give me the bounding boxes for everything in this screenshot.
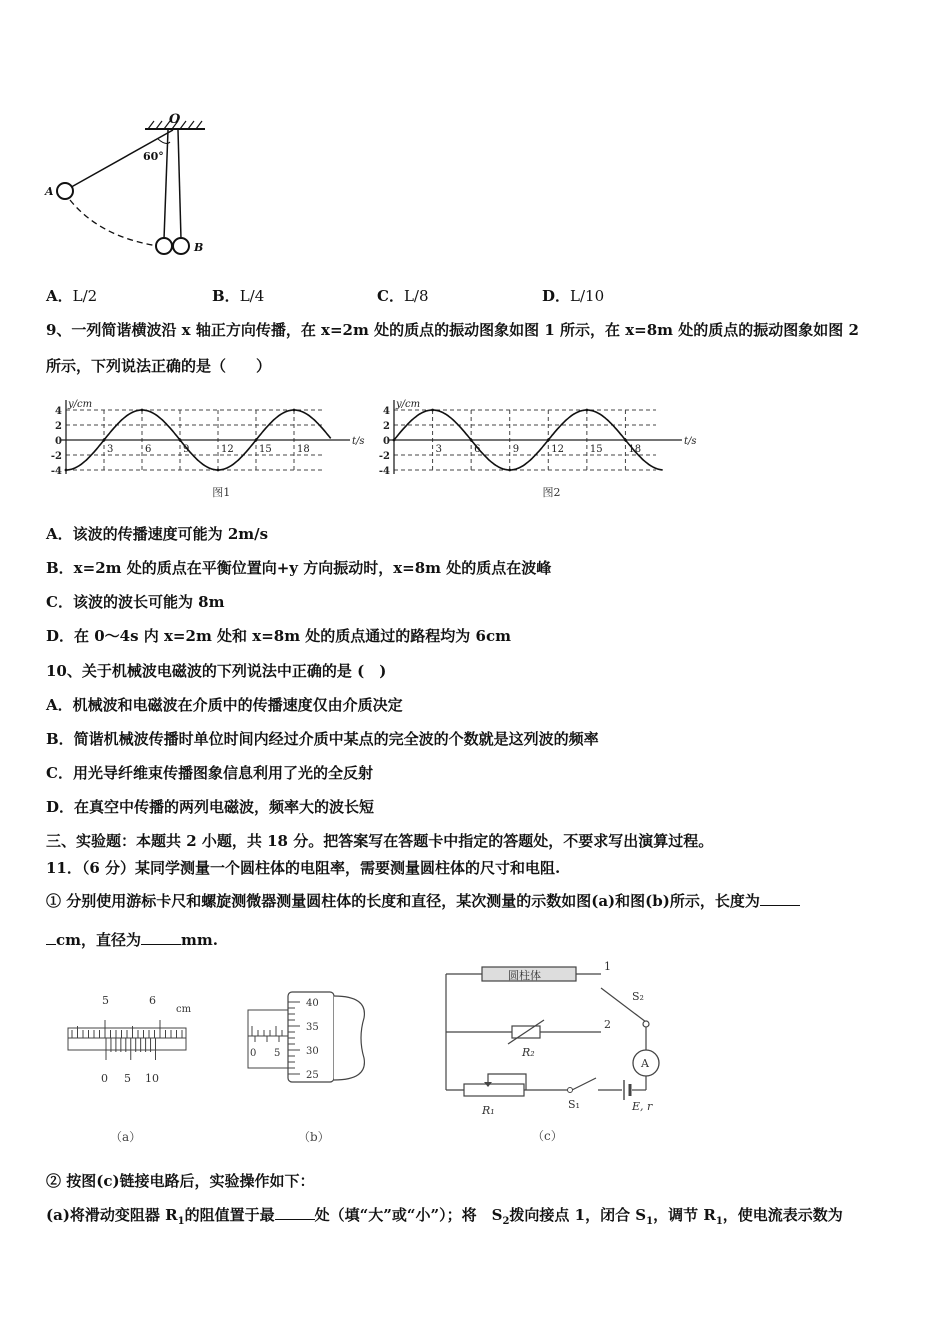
q8-option-b: B．L/4: [212, 287, 265, 305]
x-tick-label: 18: [297, 444, 310, 455]
vernier-tick-5: 5: [124, 1072, 131, 1085]
pendulum-figure: [40, 112, 220, 267]
q9-option-c: C．该波的波长可能为 8m: [46, 593, 225, 611]
length-blank-2[interactable]: [46, 930, 56, 945]
q11-part1-line1: ① 分别使用游标卡尺和螺旋测微器测量圆柱体的长度和直径，某次测量的示数如图(a)和图(b)所示，长度为: [46, 891, 800, 911]
y-tick-label: 4: [383, 406, 390, 417]
q8-option-c: C．L/8: [377, 287, 429, 305]
ball-b-left: [156, 238, 172, 254]
x-tick-label: 3: [435, 444, 442, 455]
caption-c: （c）: [532, 1129, 563, 1143]
x-tick-label: 15: [589, 444, 603, 455]
q9-stem-line1: 9、一列简谐横波沿 x 轴正方向传播，在 x=2m 处的质点的振动图象如图 1 所示，在 x=8m 处的质点的振动图象如图 2: [46, 321, 859, 339]
ball-b-right: [173, 238, 189, 254]
q10-stem: 10、关于机械波电磁波的下列说法中正确的是 ( ): [46, 662, 387, 680]
rheostat-r1: [464, 1084, 524, 1096]
q10-option-c: C．用光导纤维束传播图象信息利用了光的全反射: [46, 764, 373, 782]
x-axis-label: t/s: [352, 436, 365, 447]
data-point: [293, 409, 296, 412]
q9-option-a: A．该波的传播速度可能为 2m/s: [46, 525, 269, 543]
node-2-label: 2: [604, 1018, 611, 1031]
label-a: A: [45, 185, 54, 198]
vernier-caliper-figure: [60, 988, 210, 1148]
s2-label: S₂: [632, 990, 644, 1003]
data-point: [217, 469, 220, 472]
data-point: [179, 439, 182, 442]
thimble-tick-35: 35: [306, 1022, 319, 1033]
q9-option-b: B．x=2m 处的质点在平衡位置向+y 方向振动时，x=8m 处的质点在波峰: [46, 559, 552, 577]
s1-label: S₁: [568, 1098, 580, 1111]
label-b: B: [194, 241, 204, 254]
x-tick-label: 18: [628, 444, 642, 455]
thimble-tick-30: 30: [306, 1046, 319, 1057]
q9-stem-line2: 所示，下列说法正确的是（ ）: [46, 357, 272, 375]
x-tick-label: 12: [221, 444, 234, 455]
main-tick-6: 6: [149, 994, 156, 1007]
q10-option-b: B．简谐机械波传播时单位时间内经过介质中某点的完全波的个数就是这列波的频率: [46, 730, 599, 748]
x-tick-label: 6: [145, 444, 152, 455]
q10-option-a: A．机械波和电磁波在介质中的传播速度仅由介质决定: [46, 696, 403, 714]
data-point: [470, 439, 473, 442]
data-point: [508, 469, 511, 472]
diameter-blank[interactable]: [141, 930, 181, 945]
y-tick-label: 4: [55, 406, 62, 417]
pivot-label: O: [169, 112, 181, 127]
y-axis-label: y/cm: [396, 399, 421, 410]
data-point: [255, 439, 258, 442]
chart-caption: 图1: [212, 486, 231, 499]
y-tick-label: 0: [55, 436, 62, 447]
battery-label: E, r: [632, 1100, 653, 1113]
r2-label: R₂: [522, 1046, 535, 1059]
q8-option-d: D．L/10: [542, 287, 605, 305]
y-tick-label: 0: [383, 436, 390, 447]
data-point: [431, 409, 434, 412]
data-point: [103, 439, 106, 442]
sleeve-tick-5: 5: [274, 1048, 281, 1059]
q11-part2a: (a)将滑动变阻器 $R_1$的阻值置于最 处（填“大”或“小”）；将 $S_2$拨向接点 1，闭合 $S_1$，调节 $R_1$，使电流表示数为: [46, 1206, 843, 1227]
chart-caption: 图2: [542, 486, 561, 499]
q11-stem: 11．（6 分）某同学测量一个圆柱体的电阻率，需要测量圆柱体的尺寸和电阻.: [46, 859, 561, 877]
cylinder-label: 圆柱体: [508, 969, 541, 982]
resistance-blank[interactable]: [275, 1205, 315, 1220]
y-tick-label: -2: [378, 451, 390, 462]
thimble-tick-40: 40: [306, 998, 319, 1009]
data-point: [624, 439, 627, 442]
q11-part1-line2: cm，直径为 mm.: [46, 930, 218, 950]
q8-option-a: A．L/2: [46, 287, 98, 305]
q10-option-d: D．在真空中传播的两列电磁波，频率大的波长短: [46, 798, 375, 816]
vernier-tick-10: 10: [145, 1072, 159, 1085]
data-point: [393, 439, 396, 442]
x-tick-label: 3: [107, 444, 114, 455]
ball-a: [57, 183, 73, 199]
y-tick-label: 2: [55, 421, 62, 432]
q11-part2: ② 按图(c)链接电路后，实验操作如下：: [46, 1172, 315, 1190]
x-tick-label: 15: [259, 444, 272, 455]
q9-option-d: D．在 0～4s 内 x=2m 处和 x=8m 处的质点通过的路程均为 6cm: [46, 627, 511, 645]
thimble-tick-25: 25: [306, 1070, 319, 1081]
y-axis-label: y/cm: [68, 399, 93, 410]
main-tick-5: 5: [102, 994, 109, 1007]
y-tick-label: -4: [50, 466, 62, 477]
y-tick-label: -2: [50, 451, 62, 462]
data-point: [547, 439, 550, 442]
x-axis-label: t/s: [684, 436, 697, 447]
data-point: [65, 469, 68, 472]
circuit-figure: [436, 958, 686, 1148]
section3-heading: 三、实验题：本题共 2 小题，共 18 分。把答案写在答题卡中指定的答题处，不要求写出演算过程。: [46, 832, 714, 850]
y-tick-label: 2: [383, 421, 390, 432]
x-tick-label: 9: [512, 444, 520, 455]
micrometer-figure: [240, 988, 380, 1148]
x-tick-label: 9: [183, 444, 190, 455]
caption-a: （a）: [110, 1130, 142, 1144]
vibration-chart-2: [372, 392, 697, 504]
r1-label: R₁: [482, 1104, 495, 1117]
node-1-label: 1: [604, 960, 611, 973]
caption-b: （b）: [298, 1130, 330, 1144]
sleeve-tick-0: 0: [250, 1048, 257, 1059]
unit-cm: cm: [176, 1004, 192, 1015]
length-blank-1[interactable]: [760, 891, 800, 906]
x-tick-label: 6: [474, 444, 481, 455]
x-tick-label: 12: [551, 444, 565, 455]
data-point: [141, 409, 144, 412]
angle-label: 60°: [143, 150, 164, 163]
vibration-chart-1: [44, 392, 365, 504]
y-tick-label: -4: [378, 466, 390, 477]
ammeter-label: A: [641, 1057, 649, 1070]
vernier-tick-0: 0: [101, 1072, 108, 1085]
data-point: [585, 409, 588, 412]
